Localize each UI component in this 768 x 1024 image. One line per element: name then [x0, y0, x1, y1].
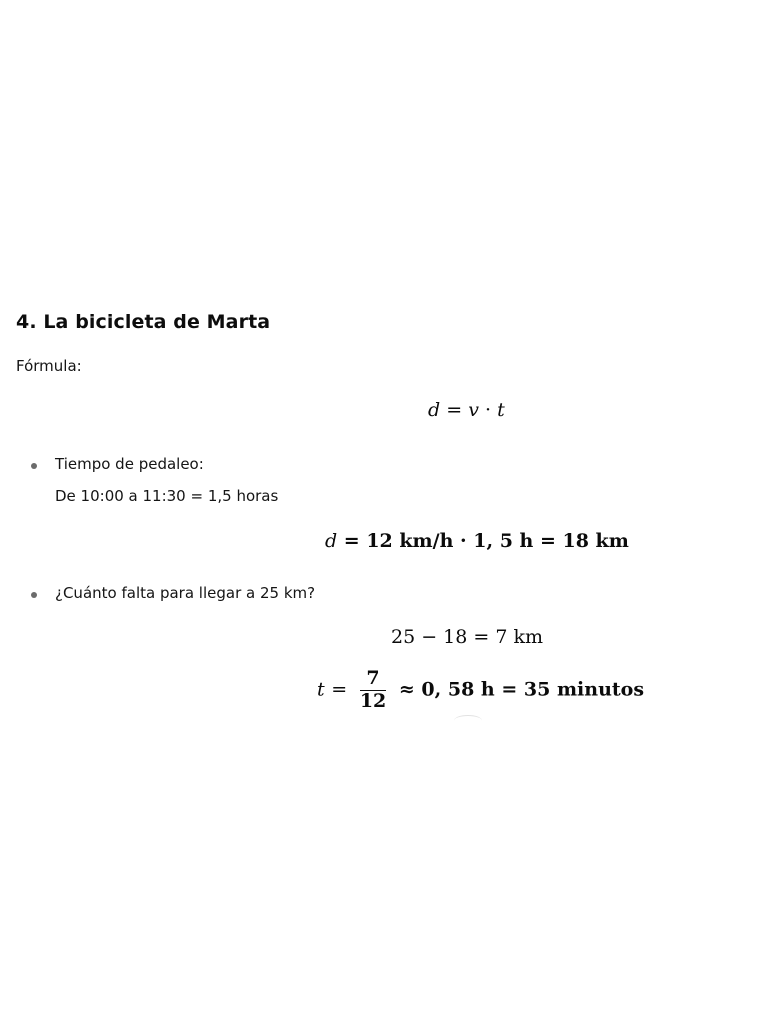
fraction	[360, 668, 386, 713]
equation-time-rhs: ≈ 0, 58 h = 35 minutos	[398, 678, 645, 701]
equation-distance	[325, 530, 629, 552]
formula-label: Fórmula:	[16, 357, 82, 375]
equation-time	[317, 668, 644, 713]
formula-dot: ·	[484, 399, 492, 421]
equation-distance-rhs: = 12 km/h · 1, 5 h = 18 km	[343, 530, 629, 552]
faint-arc	[454, 715, 482, 726]
bullet-dot-1	[31, 463, 37, 469]
fraction-denominator: 12	[359, 689, 387, 712]
bullet-label-1: Tiempo de pedaleo:	[55, 455, 204, 473]
formula-d: d	[428, 399, 441, 421]
formula-v: v	[468, 399, 479, 421]
bullet-detail-1: De 10:00 a 11:30 = 1,5 horas	[55, 487, 279, 505]
equation-time-lhs: t	[317, 678, 325, 701]
formula-eq: =	[446, 399, 463, 421]
formula-t: t	[497, 399, 505, 421]
equation-distance-lhs: d	[325, 530, 338, 552]
formula-main	[428, 399, 505, 421]
equation-time-eq: =	[331, 678, 348, 701]
bullet-label-2: ¿Cuánto falta para llegar a 25 km?	[55, 584, 316, 602]
fraction-numerator: 7	[360, 668, 386, 691]
equation-remaining: 25 − 18 = 7 km	[391, 626, 544, 648]
section-title: 4. La bicicleta de Marta	[16, 311, 271, 333]
bullet-dot-2	[31, 592, 37, 598]
